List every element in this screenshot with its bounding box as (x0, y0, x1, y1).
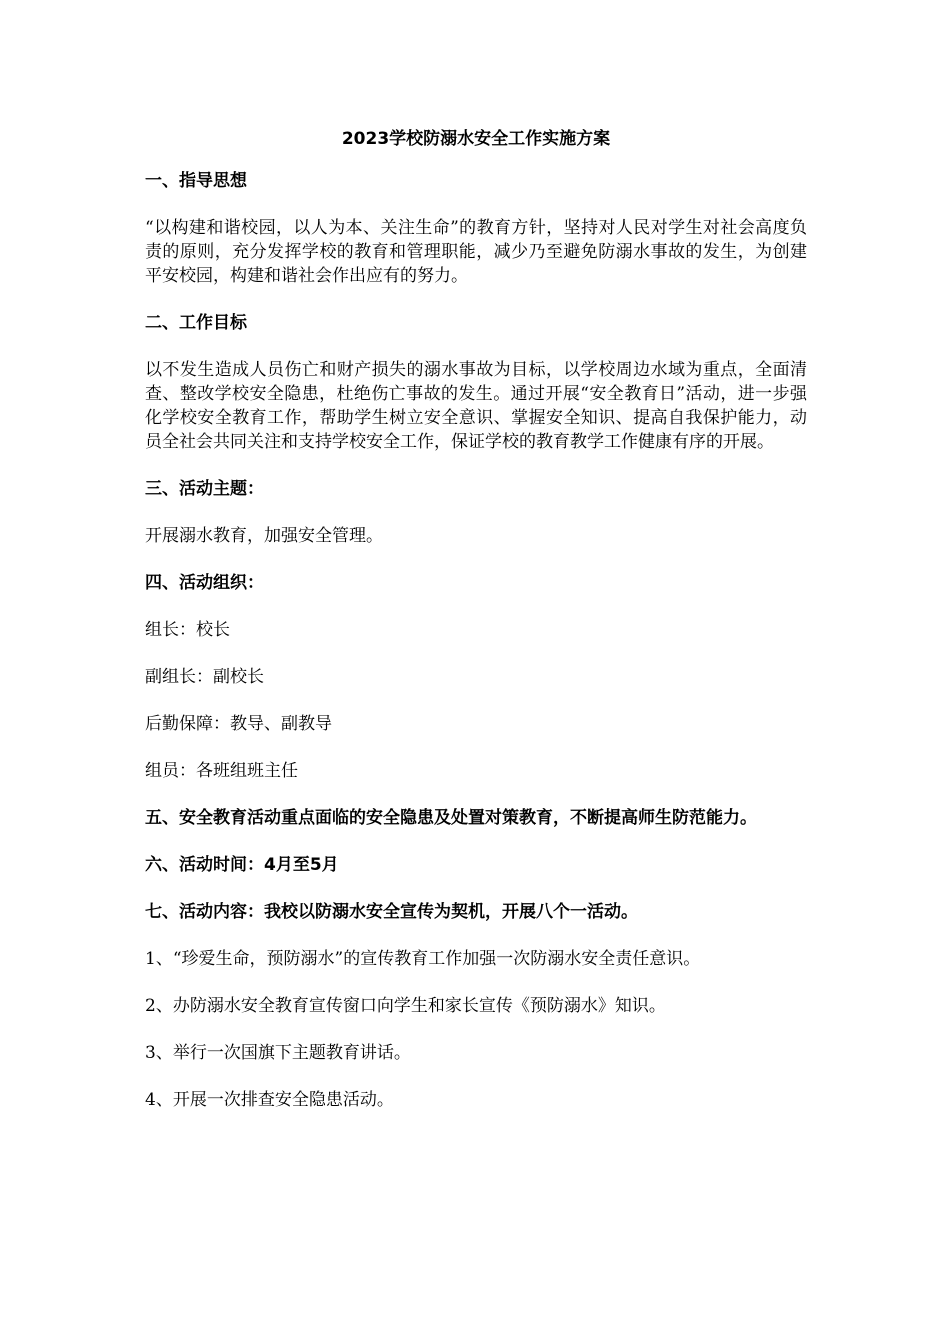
section-heading-safety-education: 五、安全教育活动重点面临的安全隐患及处置对策教育，不断提高师生防范能力。 (145, 808, 757, 828)
paragraph-activity-theme: 开展溺水教育，加强安全管理。 (145, 526, 383, 546)
section-heading-activity-theme: 三、活动主题： (145, 479, 264, 499)
section-heading-activity-organization: 四、活动组织： (145, 573, 264, 593)
document-title: 2023学校防溺水安全工作实施方案 (341, 129, 611, 149)
section-heading-activity-time: 六、活动时间：4月至5月 (145, 855, 339, 875)
section-heading-guiding-ideology: 一、指导思想 (145, 171, 247, 191)
list-item-3: 3、举行一次国旗下主题教育讲话。 (145, 1043, 411, 1063)
paragraph-work-goals: 以不发生造成人员伤亡和财产损失的溺水事故为目标，以学校周边水域为重点，全面清查、整改学校安全隐患，杜绝伤亡事故的发生。通过开展“安全教育日”活动，进一步强化学校安全教育工作，帮助学生树立安全意识、掌握安全知识、提高自我保护能力，动员全社会共同关注和支持学校安全工作，保证学校的教育教学工作健康有序的开展。 (145, 360, 807, 452)
list-item-4: 4、开展一次排查安全隐患活动。 (145, 1090, 394, 1110)
document-body (145, 127, 807, 1135)
section-heading-work-goals: 二、工作目标 (145, 313, 247, 333)
section-heading-activity-content: 七、活动内容：我校以防溺水安全宣传为契机，开展八个一活动。 (145, 902, 638, 922)
paragraph-team-members: 组员：各班组班主任 (145, 761, 298, 781)
list-item-1: 1、“珍爱生命，预防溺水”的宣传教育工作加强一次防溺水安全责任意识。 (145, 949, 701, 969)
paragraph-guiding-ideology: “以构建和谐校园，以人为本、关注生命”的教育方针，坚持对人民对学生对社会高度负责的原则，充分发挥学校的教育和管理职能，减少乃至避免防溺水事故的发生，为创建平安校园，构建和谐社会作出应有的努力。 (145, 218, 807, 286)
paragraph-deputy-leader: 副组长：副校长 (145, 667, 264, 687)
list-item-2: 2、办防溺水安全教育宣传窗口向学生和家长宣传《预防溺水》知识。 (145, 996, 666, 1016)
paragraph-team-leader: 组长：校长 (145, 620, 230, 640)
paragraph-logistics: 后勤保障：教导、副教导 (145, 714, 332, 734)
